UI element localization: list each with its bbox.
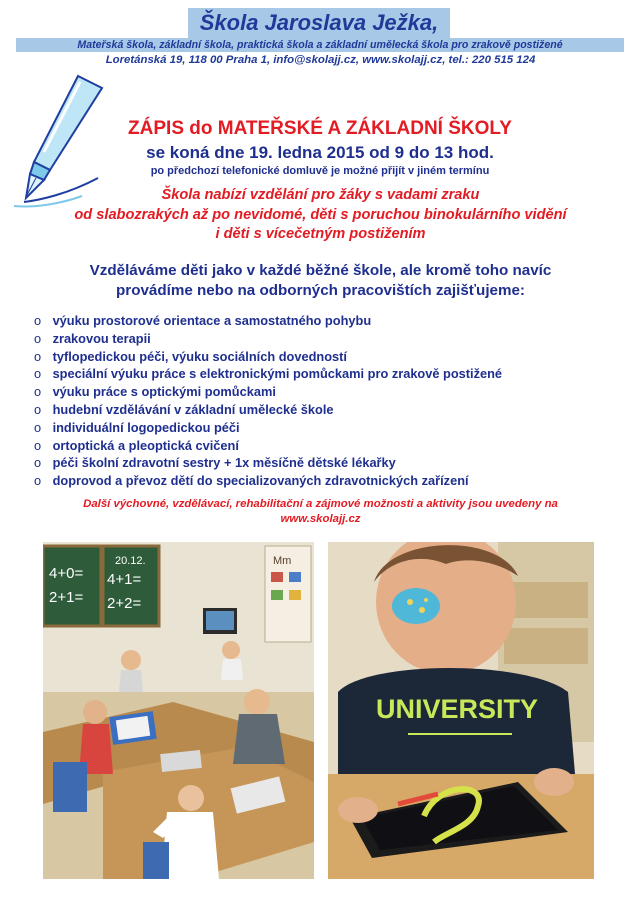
bullet-icon: o: [34, 437, 42, 453]
list-item-text: hudební vzdělávání v základní umělecké škole: [52, 401, 334, 417]
bullet-icon: o: [34, 473, 42, 489]
enrollment-date: se koná dne 19. ledna 2015 od 9 do 13 hod.: [146, 143, 494, 162]
list-item-text: doprovod a převoz dětí do specializovaných zdravotnických zařízení: [52, 473, 469, 489]
list-item-text: péči školní zdravotní sestry + 1x měsíčně dětské lékařky: [52, 455, 396, 471]
school-subtitle: Mateřská škola, základní škola, praktická škola a základní umělecká škola pro zrakově postižené: [16, 38, 624, 52]
list-item-text: výuku prostorové orientace a samostatného pohybu: [52, 313, 372, 328]
blackboard-left: [43, 546, 101, 626]
board-date: 20.12.: [115, 555, 146, 567]
more-info: [0, 497, 641, 527]
school-name: Škola Jaroslava Ježka,: [188, 8, 450, 38]
offer-line: od slabozrakých až po nevidomé, děti s poruchou binokulárního vidění: [74, 206, 567, 223]
board-text: 4+0=: [49, 565, 84, 582]
list-item: [34, 383, 634, 401]
intro-line: Vzděláváme děti jako v každé běžné škole, ale kromě toho navíc: [89, 262, 552, 279]
school-address: Loretánská 19, 118 00 Praha 1, info@skolajj.cz, www.skolajj.cz, tel.: 220 515 124: [105, 54, 536, 66]
list-item: [34, 312, 634, 330]
poster-text: Mm: [273, 555, 292, 567]
tablet-photo: [328, 542, 594, 879]
offer-line: i děti s vícečetným postižením: [215, 226, 426, 242]
bullet-icon: o: [34, 419, 42, 435]
services-list: [34, 312, 634, 490]
board-text: 4+1=: [107, 571, 142, 588]
bullet-icon: o: [34, 330, 42, 346]
intro-text: [0, 261, 641, 301]
board-text: 2+1=: [49, 589, 84, 606]
list-item: [34, 454, 634, 472]
bullet-icon: o: [34, 313, 42, 328]
bullet-icon: o: [34, 366, 42, 382]
list-item: [34, 365, 634, 383]
school-offer: [0, 186, 641, 245]
list-item-text: individuální logopedickou péči: [52, 419, 240, 435]
board-text: 2+2=: [107, 595, 142, 612]
enrollment-note: po předchozí telefonické domluvě je možné přijít v jiném termínu: [150, 165, 490, 177]
list-item: [34, 401, 634, 419]
classroom-photo: [43, 542, 314, 879]
list-item: [34, 348, 634, 366]
list-item-text: ortoptická a pleoptická cvičení: [52, 437, 239, 453]
bullet-icon: o: [34, 455, 42, 471]
enrollment-title: ZÁPIS do MATEŘSKÉ A ZÁKLADNÍ ŠKOLY: [128, 118, 512, 139]
bullet-icon: o: [34, 401, 42, 417]
list-item-text: výuku práce s optickými pomůckami: [52, 384, 276, 400]
list-item-text: tyflopedickou péči, výuku sociálních dovedností: [52, 348, 347, 364]
list-item: [34, 472, 634, 490]
more-info-text: Další výchovné, vzdělávací, rehabilitační a zájmové možnosti a aktivity jsou uvedeny na: [83, 498, 558, 510]
list-item: [34, 419, 634, 437]
list-item-text: speciální výuku práce s elektronickými pomůckami pro zrakově postižené: [52, 366, 503, 382]
website-link[interactable]: www.skolajj.cz: [280, 513, 361, 525]
list-item: [34, 330, 634, 348]
list-item-text: zrakovou terapii: [52, 330, 151, 346]
offer-line: Škola nabízí vzdělání pro žáky s vadami zraku: [161, 187, 480, 203]
bullet-icon: o: [34, 384, 42, 400]
intro-line: provádíme nebo na odborných pracovištích zajišťujeme:: [116, 282, 525, 299]
eye-patch: [392, 588, 440, 624]
list-item: [34, 437, 634, 455]
shirt-text: UNIVERSITY: [376, 694, 539, 724]
bullet-icon: o: [34, 348, 42, 364]
